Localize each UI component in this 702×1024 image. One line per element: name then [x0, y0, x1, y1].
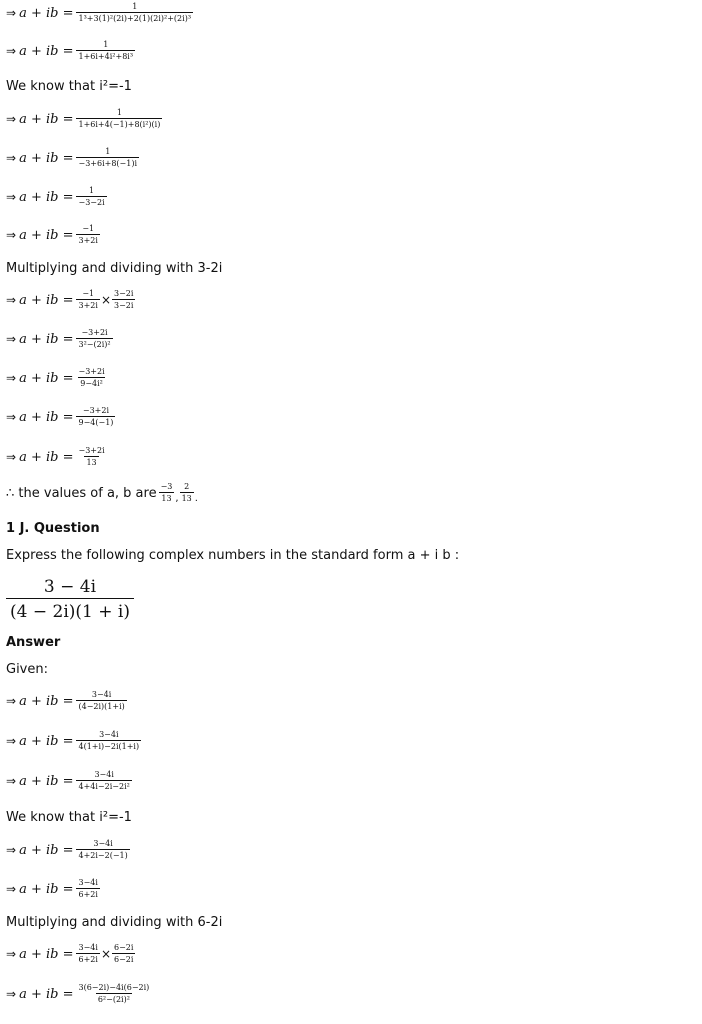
- equation-lhs: a + ib =: [19, 150, 74, 166]
- equation-step: [6, 770, 132, 792]
- conclusion: [6, 482, 199, 504]
- equation-lhs: a + ib =: [19, 842, 74, 858]
- implies-arrow: ⇒: [6, 331, 17, 346]
- equation-lhs: a + ib =: [19, 693, 74, 709]
- equation-lhs: a + ib =: [19, 946, 74, 962]
- equation-lhs: a + ib =: [19, 227, 74, 243]
- fraction: [76, 770, 131, 792]
- numerator: 3−4i: [91, 690, 112, 699]
- implies-arrow: ⇒: [6, 409, 17, 424]
- equation-step: [6, 406, 115, 428]
- numerator: 3−4i: [94, 770, 114, 779]
- implies-arrow: ⇒: [6, 733, 17, 748]
- denominator: 6+2i: [78, 890, 98, 899]
- denominator: (4−2i)(1+i): [78, 702, 125, 711]
- equation-step: [6, 289, 135, 311]
- fraction: [76, 2, 193, 24]
- denominator: 9−4i²: [80, 379, 103, 388]
- equation-lhs: a + ib =: [19, 111, 74, 127]
- numerator: −1: [82, 224, 95, 233]
- question-heading: 1 J. Question: [6, 521, 100, 536]
- fraction: [76, 983, 151, 1005]
- numerator: 2: [184, 482, 190, 491]
- fraction: [76, 690, 126, 712]
- comma: ,: [175, 493, 179, 504]
- fraction: [76, 186, 106, 208]
- implies-arrow: ⇒: [6, 881, 17, 896]
- equation-step: [6, 328, 113, 350]
- equation-step: [6, 839, 130, 861]
- equation-step: [6, 186, 107, 208]
- equation-step: [6, 2, 193, 24]
- numerator: 1: [132, 2, 138, 11]
- fraction: [76, 839, 129, 861]
- implies-arrow: ⇒: [6, 842, 17, 857]
- numerator: 3−4i: [78, 943, 98, 952]
- implies-arrow: ⇒: [6, 773, 17, 788]
- implies-arrow: ⇒: [6, 43, 17, 58]
- fraction: [76, 730, 141, 752]
- given-label: Given:: [6, 662, 48, 677]
- equation-step: [6, 983, 151, 1005]
- equation-lhs: a + ib =: [19, 331, 74, 347]
- equation-step: [6, 446, 107, 468]
- equation-step: [6, 224, 100, 246]
- equation-lhs: a + ib =: [19, 370, 74, 386]
- fraction: [159, 482, 175, 504]
- implies-arrow: ⇒: [6, 111, 17, 126]
- equation-lhs: a + ib =: [19, 986, 74, 1002]
- note-i-squared: We know that i²=-1: [6, 79, 132, 94]
- numerator: 1: [105, 147, 111, 156]
- numerator: −3+2i: [81, 328, 108, 337]
- equation-step: [6, 108, 162, 130]
- denominator: 3+2i: [78, 301, 98, 310]
- numerator: 3−4i: [78, 878, 98, 887]
- implies-arrow: ⇒: [6, 946, 17, 961]
- denominator: 1+6i+4i²+8i³: [78, 52, 134, 61]
- implies-arrow: ⇒: [6, 449, 17, 464]
- implies-arrow: ⇒: [6, 150, 17, 165]
- numerator: 1: [116, 108, 122, 117]
- implies-arrow: ⇒: [6, 189, 17, 204]
- numerator: 3−4i: [93, 839, 113, 848]
- denominator: 4+2i−2(−1): [78, 851, 128, 860]
- equation-step: [6, 690, 127, 712]
- equation-lhs: a + ib =: [19, 733, 74, 749]
- denominator: 13: [161, 494, 172, 503]
- equation-lhs: a + ib =: [19, 189, 74, 205]
- note-multiply: Multiplying and dividing with 3-2i: [6, 261, 223, 276]
- implies-arrow: ⇒: [6, 986, 17, 1001]
- numerator: 3−4i: [99, 730, 119, 739]
- implies-arrow: ⇒: [6, 227, 17, 242]
- denominator: 1³+3(1)²(2i)+2(1)(2i)²+(2i)³: [78, 14, 192, 23]
- equation-step: [6, 40, 135, 62]
- implies-arrow: ⇒: [6, 693, 17, 708]
- implies-arrow: ⇒: [6, 370, 17, 385]
- numerator: 3(6−2i)−4i(6−2i): [78, 983, 150, 992]
- fraction: [76, 367, 106, 389]
- fraction: [76, 943, 99, 965]
- denominator: −3+6i+8(−1)i: [78, 159, 138, 168]
- fraction: [76, 147, 139, 169]
- note-multiply: Multiplying and dividing with 6-2i: [6, 915, 223, 930]
- implies-arrow: ⇒: [6, 292, 17, 307]
- numerator: −3+2i: [78, 367, 105, 376]
- numerator: 6−2i: [114, 943, 134, 952]
- denominator: 6−2i: [114, 955, 134, 964]
- fraction: [76, 40, 135, 62]
- equation-lhs: a + ib =: [19, 43, 74, 59]
- denominator: (4 − 2i)(1 + i): [6, 598, 134, 623]
- equation-step: [6, 367, 107, 389]
- fraction: [76, 328, 112, 350]
- question-text: Express the following complex numbers in the standard form a + i b :: [6, 548, 460, 563]
- times-sign: ×: [100, 947, 111, 961]
- equation-step: [6, 730, 141, 752]
- denominator: 3+2i: [78, 236, 98, 245]
- denominator: −3−2i: [78, 198, 105, 207]
- answer-heading: Answer: [6, 635, 61, 650]
- equation-step: [6, 943, 135, 965]
- equation-step: [6, 147, 139, 169]
- denominator: 3−2i: [114, 301, 134, 310]
- fraction: [76, 406, 115, 428]
- fraction: [112, 289, 135, 311]
- equation-lhs: a + ib =: [19, 449, 74, 465]
- equation-lhs: a + ib =: [19, 409, 74, 425]
- equation-lhs: a + ib =: [19, 292, 74, 308]
- denominator: 13: [86, 458, 97, 467]
- numerator: 3−2i: [114, 289, 134, 298]
- fraction: [76, 108, 162, 130]
- period: .: [194, 493, 198, 504]
- numerator: 3 − 4i: [43, 577, 97, 597]
- fraction: [76, 289, 99, 311]
- equation-lhs: a + ib =: [19, 773, 74, 789]
- numerator: −1: [82, 289, 95, 298]
- times-sign: ×: [100, 293, 111, 307]
- equation-lhs: a + ib =: [19, 5, 74, 21]
- denominator: 6²−(2i)²: [97, 995, 130, 1004]
- denominator: 3²−(2i)²: [78, 340, 111, 349]
- numerator: −3: [160, 482, 173, 491]
- note-i-squared: We know that i²=-1: [6, 810, 132, 825]
- question-expression: [6, 576, 134, 623]
- fraction: [112, 943, 135, 965]
- equation-step: [6, 878, 100, 900]
- numerator: −3+2i: [82, 406, 110, 415]
- denominator: 9−4(−1): [78, 418, 114, 427]
- numerator: 1: [89, 186, 95, 195]
- denominator: 4+4i−2i−2i²: [78, 782, 130, 791]
- fraction: [76, 224, 99, 246]
- denominator: 4(1+i)−2i(1+i): [78, 742, 140, 751]
- fraction: [180, 482, 194, 504]
- equation-lhs: a + ib =: [19, 881, 74, 897]
- denominator: 13: [181, 494, 192, 503]
- implies-arrow: ⇒: [6, 5, 17, 20]
- fraction: [76, 446, 106, 468]
- numerator: 1: [103, 40, 109, 49]
- denominator: 6+2i: [78, 955, 98, 964]
- numerator: −3+2i: [78, 446, 105, 455]
- denominator: 1+6i+4(−1)+8(i²)(i): [78, 120, 161, 129]
- conclusion-text: ∴ the values of a, b are: [6, 485, 157, 501]
- fraction: [76, 878, 99, 900]
